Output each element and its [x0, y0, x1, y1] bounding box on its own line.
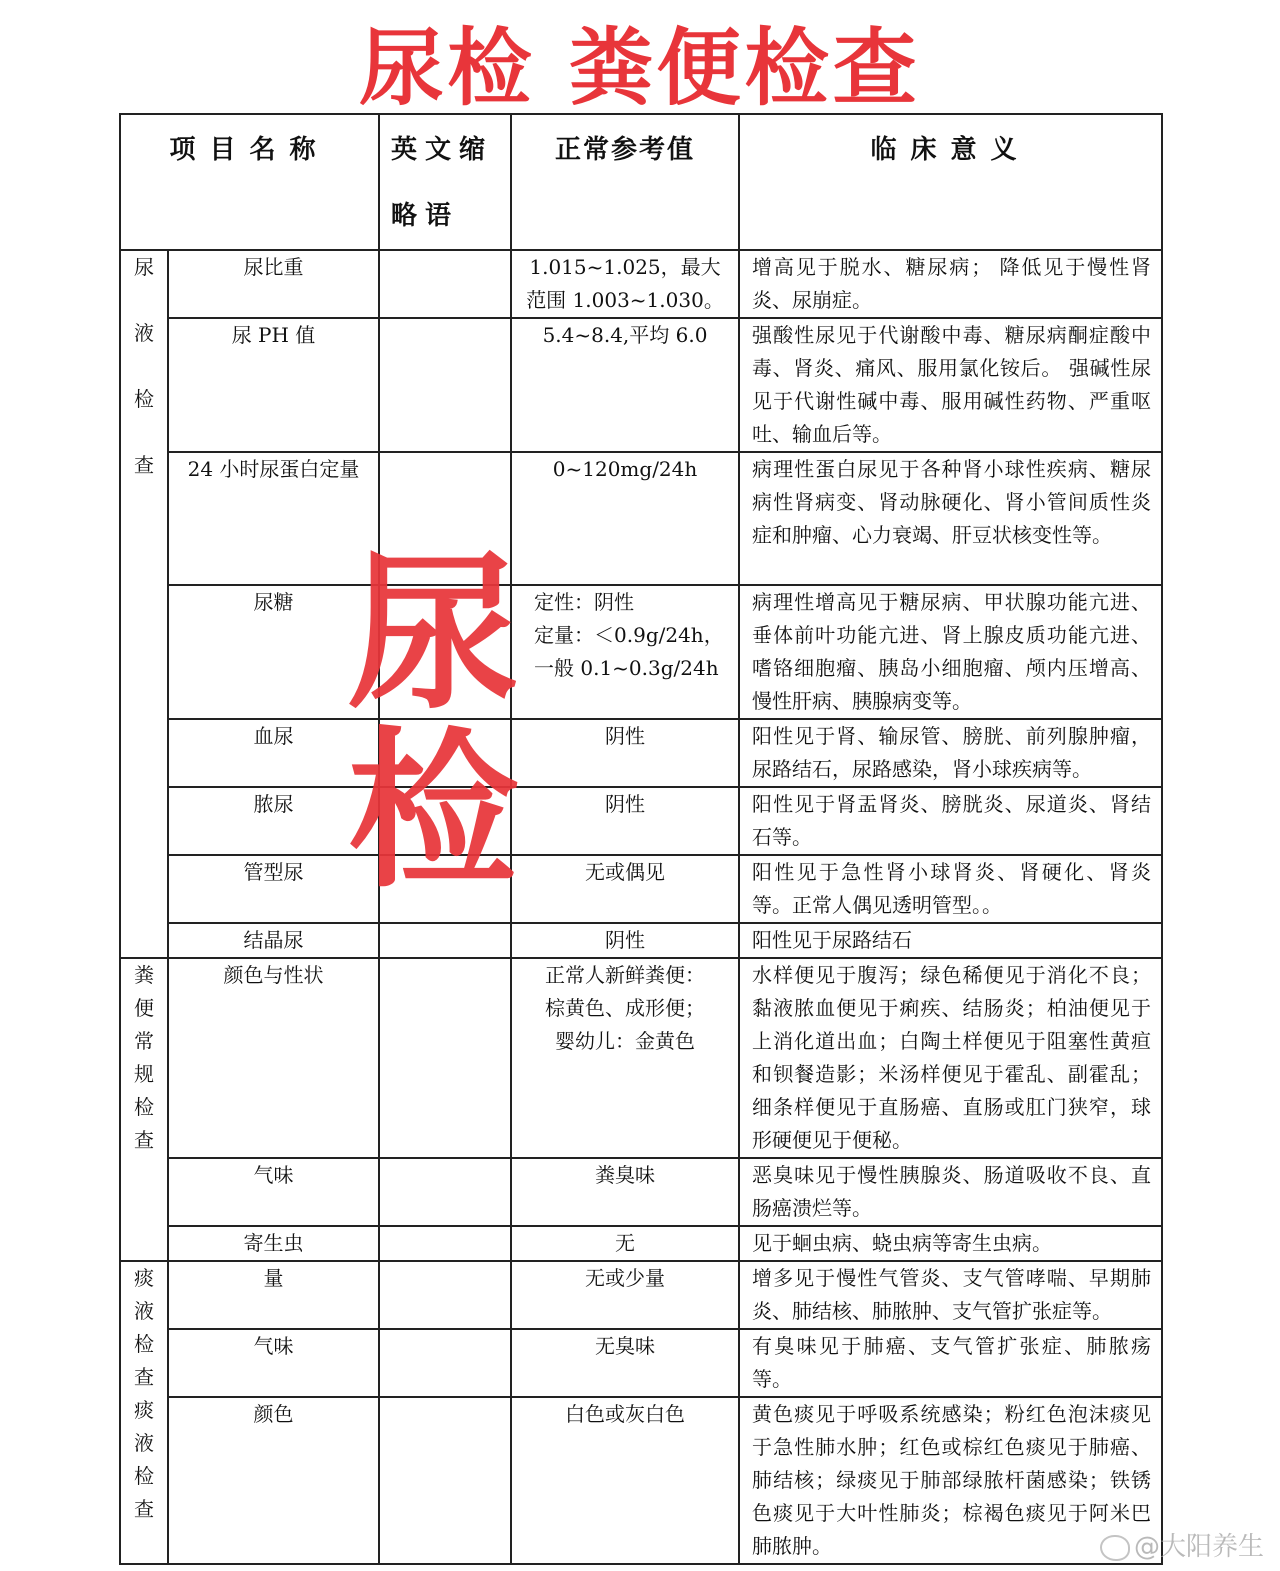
item-meaning: 阳性见于尿路结石	[739, 923, 1162, 958]
item-ref: 1.015~1.025，最大范围 1.003~1.030。	[511, 250, 739, 318]
table-row	[120, 1261, 1162, 1329]
table-row	[120, 855, 1162, 923]
item-abbr	[379, 318, 511, 452]
item-ref: 5.4~8.4,平均 6.0	[511, 318, 739, 452]
item-ref: 白色或灰白色	[511, 1397, 739, 1564]
header-ref: 正常参考值	[511, 114, 739, 250]
item-name: 颜色	[168, 1397, 379, 1564]
item-meaning: 黄色痰见于呼吸系统感染；粉红色泡沫痰见于急性肺水肿；红色或棕红色痰见于肺癌、肺结核；绿痰见于肺部绿脓杆菌感染；铁锈色痰见于大叶性肺炎；棕褐色痰见于阿米巴肺脓肿。	[739, 1397, 1162, 1564]
item-meaning: 有臭味见于肺癌、支气管扩张症、肺脓疡等。	[739, 1329, 1162, 1397]
item-name: 尿比重	[168, 250, 379, 318]
item-meaning: 增多见于慢性气管炎、支气管哮喘、早期肺炎、肺结核、肺脓肿、支气管扩张症等。	[739, 1261, 1162, 1329]
item-ref: 无或偶见	[511, 855, 739, 923]
table-row	[120, 250, 1162, 318]
item-meaning: 阳性见于急性肾小球肾炎、肾硬化、肾炎等。正常人偶见透明管型。。	[739, 855, 1162, 923]
header-meaning: 临床意义	[739, 114, 1162, 250]
table-row	[120, 1158, 1162, 1226]
exam-table	[119, 113, 1163, 1565]
weibo-icon	[1100, 1535, 1130, 1561]
table-row	[120, 452, 1162, 585]
table-row	[120, 787, 1162, 855]
item-ref: 无或少量	[511, 1261, 739, 1329]
item-meaning: 病理性蛋白尿见于各种肾小球性疾病、糖尿 病性肾病变、肾动脉硬化、肾小管间质性炎症和肿瘤、心力衰竭、肝豆状核变性等。	[739, 452, 1162, 585]
item-abbr	[379, 1158, 511, 1226]
header-row	[120, 114, 1162, 250]
table-row	[120, 1329, 1162, 1397]
item-name: 寄生虫	[168, 1226, 379, 1261]
item-meaning: 增高见于脱水、糖尿病； 降低见于慢性肾炎、尿崩症。	[739, 250, 1162, 318]
item-ref: 0~120mg/24h	[511, 452, 739, 585]
table-row	[120, 1226, 1162, 1261]
table-row	[120, 1397, 1162, 1564]
item-name: 24 小时尿蛋白定量	[168, 452, 379, 585]
item-name: 量	[168, 1261, 379, 1329]
item-ref: 无	[511, 1226, 739, 1261]
item-ref: 无臭味	[511, 1329, 739, 1397]
item-abbr	[379, 923, 511, 958]
header-name: 项目名称	[120, 114, 379, 250]
group-label-urine: 尿 液 检 查	[120, 250, 168, 958]
item-name: 颜色与性状	[168, 958, 379, 1158]
item-name: 尿糖	[168, 585, 379, 719]
item-abbr	[379, 1329, 511, 1397]
item-ref: 正常人新鲜粪便： 棕黄色、成形便； 婴幼儿：金黄色	[511, 958, 739, 1158]
table-row	[120, 958, 1162, 1158]
item-abbr	[379, 958, 511, 1158]
table-row	[120, 719, 1162, 787]
item-abbr	[379, 1397, 511, 1564]
item-meaning: 病理性增高见于糖尿病、甲状腺功能亢进、垂体前叶功能亢进、肾上腺皮质功能亢进、嗜铬细胞瘤、胰岛小细胞瘤、颅内压增高、慢性肝病、胰腺病变等。	[739, 585, 1162, 719]
group-label-sputum: 痰 液 检 查 痰 液 检 查	[120, 1261, 168, 1564]
item-meaning: 强酸性尿见于代谢酸中毒、糖尿病酮症酸中 毒、肾炎、痛风、服用氯化铵后。 强碱性尿见于代谢性碱中毒、服用碱性药物、严重呕吐、输血后等。	[739, 318, 1162, 452]
item-ref: 粪臭味	[511, 1158, 739, 1226]
item-abbr	[379, 250, 511, 318]
item-meaning: 恶臭味见于慢性胰腺炎、肠道吸收不良、直肠癌溃烂等。	[739, 1158, 1162, 1226]
item-meaning: 阳性见于肾盂肾炎、膀胱炎、尿道炎、肾结石等。	[739, 787, 1162, 855]
item-ref: 阴性	[511, 787, 739, 855]
page-title: 尿检 粪便检查	[359, 19, 921, 117]
item-name: 血尿	[168, 719, 379, 787]
item-name: 尿 PH 值	[168, 318, 379, 452]
item-name: 气味	[168, 1158, 379, 1226]
item-meaning: 阳性见于肾、输尿管、膀胱、前列腺肿瘤，尿路结石，尿路感染，肾小球疾病等。	[739, 719, 1162, 787]
item-ref: 定性：阴性 定量：＜0.9g/24h， 一般 0.1~0.3g/24h	[511, 585, 739, 719]
item-abbr	[379, 1226, 511, 1261]
item-name: 气味	[168, 1329, 379, 1397]
item-ref: 阴性	[511, 719, 739, 787]
source-credit: @大阳养生	[1100, 1526, 1264, 1563]
table-row	[120, 318, 1162, 452]
watermark-stamp: 尿 检	[347, 535, 518, 911]
table-row	[120, 585, 1162, 719]
item-ref: 阴性	[511, 923, 739, 958]
item-meaning: 水样便见于腹泻；绿色稀便见于消化不良； 黏液脓血便见于痢疾、结肠炎；柏油便见于上消化道出血；白陶土样便见于阻塞性黄疸和钡餐造影；米汤样便见于霍乱、副霍乱；细条样便见于直肠癌、直肠或肛门狭窄，球形硬便见于便秘。	[739, 958, 1162, 1158]
item-abbr	[379, 1261, 511, 1329]
group-label-stool: 粪 便 常 规 检 查	[120, 958, 168, 1261]
item-meaning: 见于蛔虫病、蛲虫病等寄生虫病。	[739, 1226, 1162, 1261]
item-name: 脓尿	[168, 787, 379, 855]
item-name: 管型尿	[168, 855, 379, 923]
table-row	[120, 923, 1162, 958]
header-abbr: 英文缩 略语	[379, 114, 511, 250]
item-name: 结晶尿	[168, 923, 379, 958]
